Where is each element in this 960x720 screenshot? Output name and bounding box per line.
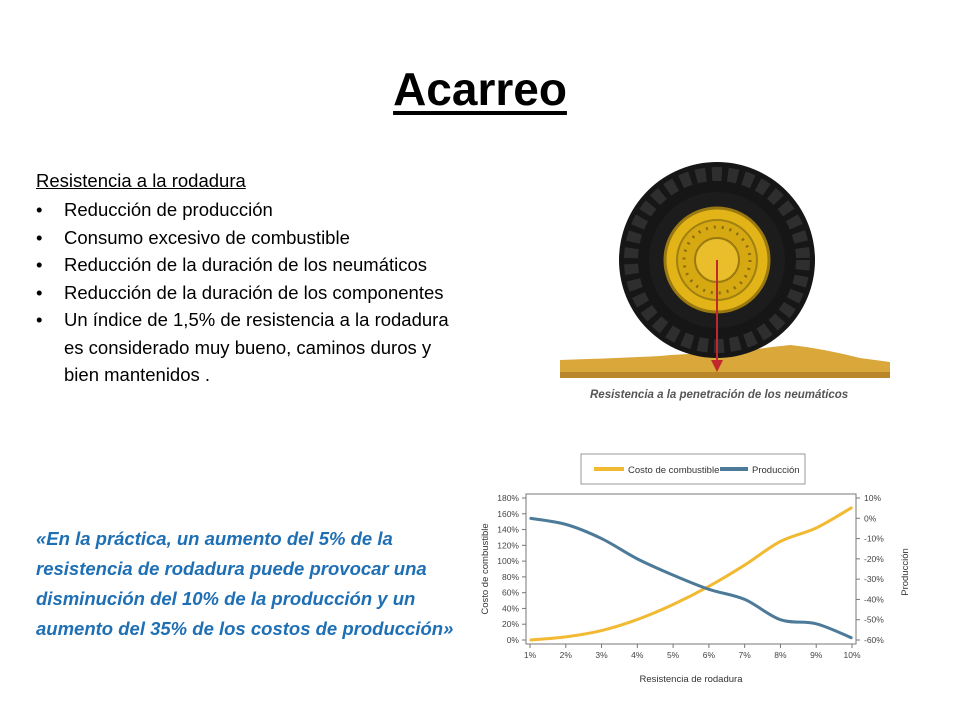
dual-axis-line-chart bbox=[476, 452, 920, 696]
data-point-fuel bbox=[744, 564, 746, 566]
data-point-fuel bbox=[601, 630, 603, 632]
y-axis-label-left: Costo de combustible bbox=[480, 523, 491, 615]
data-point-production bbox=[815, 623, 817, 625]
data-point-production bbox=[637, 558, 639, 560]
x-tick-label: 1% bbox=[523, 650, 537, 660]
x-tick-label: 5% bbox=[666, 650, 680, 660]
y-tick-label-right: -40% bbox=[864, 594, 884, 605]
legend-label-fuel: Costo de combustible bbox=[628, 465, 720, 476]
y-tick-label-right: -30% bbox=[864, 574, 884, 585]
data-point-production bbox=[601, 538, 603, 540]
y-tick-label-left: 60% bbox=[501, 587, 519, 598]
chart-legend bbox=[581, 454, 805, 484]
x-tick-label: 9% bbox=[810, 650, 823, 660]
y-tick-label-right: 0% bbox=[864, 513, 877, 524]
content-block bbox=[36, 170, 466, 389]
y-tick-label-right: -10% bbox=[864, 533, 884, 544]
bullet-item: • Consumo excesivo de combustible bbox=[36, 224, 466, 252]
x-tick-label: 8% bbox=[774, 650, 787, 660]
y-tick-label-left: 180% bbox=[497, 493, 519, 503]
slide-title: Acarreo bbox=[393, 63, 567, 115]
y-tick-label-left: 120% bbox=[497, 540, 519, 551]
data-point-fuel bbox=[851, 507, 853, 509]
quote-text: «En la práctica, un aumento del 5% de la resistencia de rodadura puede provocar una disminución del 10% de la producción y un aumento del 35% de los costos de producción» bbox=[36, 528, 454, 639]
x-tick-label: 6% bbox=[702, 650, 716, 660]
y-tick-label-left: 0% bbox=[506, 635, 519, 645]
data-point-production bbox=[780, 619, 782, 621]
y-tick-label-left: 100% bbox=[497, 556, 519, 567]
data-point-fuel bbox=[708, 586, 710, 588]
bullet-item: • Un índice de 1,5% de resistencia a la rodadura es considerado muy bueno, caminos duros y bien mantenidos . bbox=[36, 306, 466, 389]
bullet-item: • Reducción de la duración de los componentes bbox=[36, 279, 466, 307]
y-tick-label-right: -50% bbox=[864, 614, 884, 625]
data-point-production bbox=[851, 637, 853, 639]
data-point-production bbox=[744, 599, 746, 601]
image-caption: Resistencia a la penetración de los neumáticos bbox=[590, 389, 849, 401]
data-point-fuel bbox=[780, 541, 782, 543]
y-tick-label-left: 20% bbox=[501, 619, 519, 630]
data-point-fuel bbox=[565, 636, 567, 638]
y-tick-label-right: -20% bbox=[864, 553, 884, 564]
tire-illustration bbox=[560, 160, 890, 410]
y-tick-label-left: 40% bbox=[501, 603, 519, 614]
data-point-production bbox=[672, 574, 674, 576]
legend-label-production: Producción bbox=[752, 465, 800, 476]
y-axis-label-right: Producción bbox=[900, 548, 911, 596]
bullet-list bbox=[36, 196, 466, 389]
bullet-item: • Reducción de producción bbox=[36, 196, 466, 224]
right-axis-ticks bbox=[856, 493, 884, 645]
y-tick-label-left: 80% bbox=[501, 571, 519, 582]
x-tick-label: 3% bbox=[595, 650, 608, 660]
left-axis-ticks bbox=[497, 493, 526, 645]
y-tick-label-left: 160% bbox=[497, 508, 519, 519]
x-axis-ticks bbox=[524, 644, 861, 660]
x-tick-label: 2% bbox=[559, 650, 572, 660]
bullet-item: • Reducción de la duración de los neumáticos bbox=[36, 251, 466, 279]
subheading: Resistencia a la rodadura bbox=[36, 170, 246, 191]
x-tick-label: 10% bbox=[843, 650, 861, 660]
y-tick-label-right: 10% bbox=[864, 493, 882, 503]
data-point-fuel bbox=[637, 619, 639, 621]
data-point-production bbox=[529, 517, 531, 519]
data-point-production bbox=[708, 588, 710, 590]
y-tick-label-right: -60% bbox=[864, 635, 884, 645]
x-tick-label: 7% bbox=[738, 650, 751, 660]
y-tick-label-left: 140% bbox=[497, 524, 519, 535]
data-point-fuel bbox=[529, 639, 531, 641]
x-axis-label: Resistencia de rodadura bbox=[639, 674, 743, 685]
data-point-fuel bbox=[815, 527, 817, 529]
x-tick-label: 4% bbox=[631, 650, 644, 660]
data-point-fuel bbox=[672, 604, 674, 606]
data-point-production bbox=[565, 524, 567, 526]
ground-shadow bbox=[560, 372, 890, 378]
